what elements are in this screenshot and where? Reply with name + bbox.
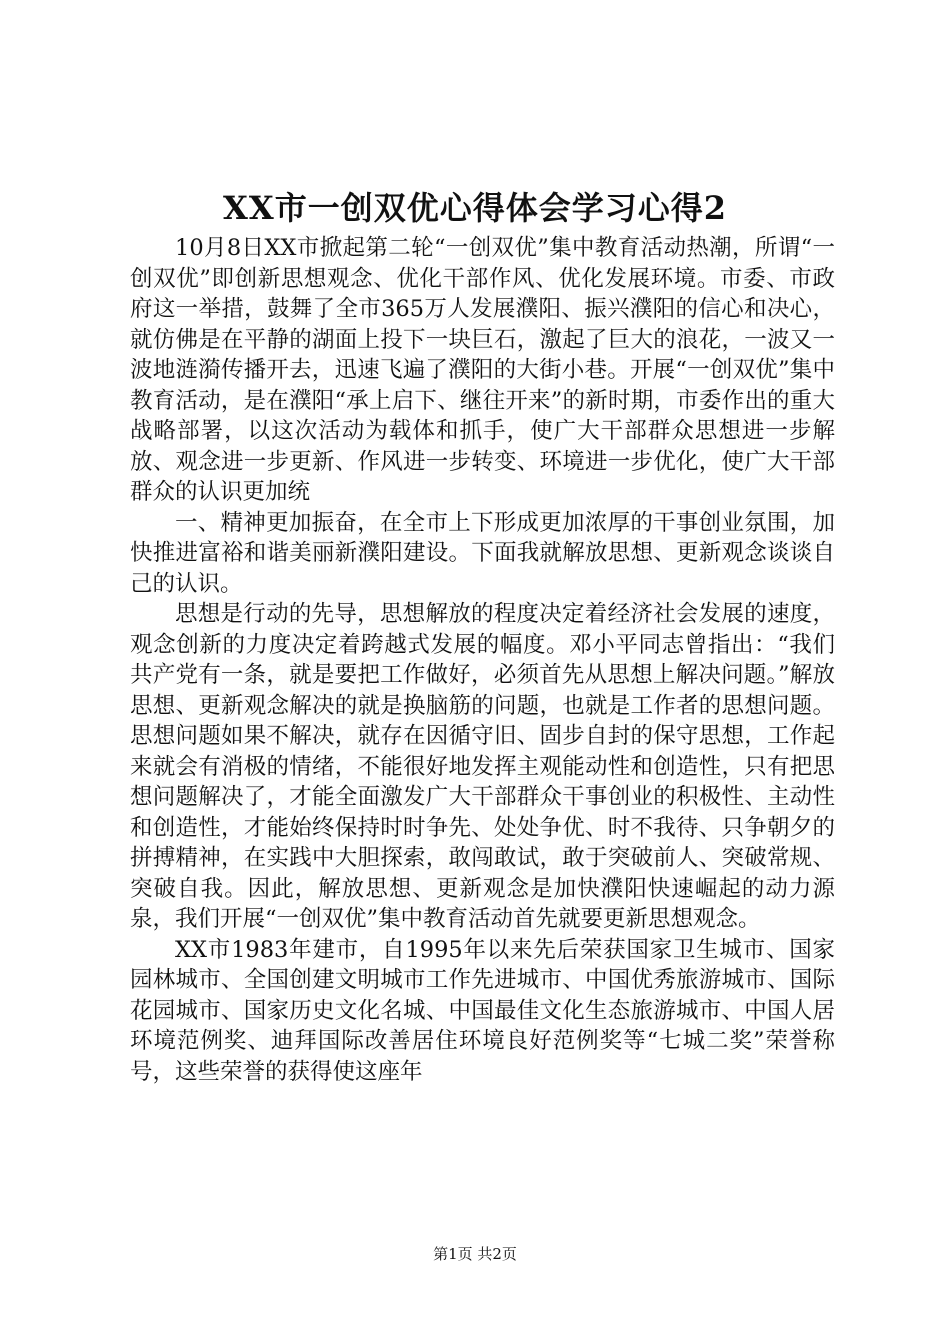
paragraph-3: 思想是行动的先导，思想解放的程度决定着经济社会发展的速度，观念创新的力度决定着跨越式发展的幅度。邓小平同志曾指出：“我们共产党有一条，就是要把工作做好，必须首先从思想上解决问题。”解放思想、更新观念解决的就是换脑筋的问题，也就是工作者的思想问题。思想问题如果不解决，就存在因循守旧、固步自封的保守思想，工作起来就会有消极的情绪，不能很好地发挥主观能动性和创造性，只有把思想问题解决了，才能全面激发广大干部群众干事创业的积极性、主动性和创造性，才能始终保持时时争先、处处争优、时不我待、只争朝夕的拼搏精神，在实践中大胆探索，敢闯敢试，敢于突破前人、突破常规、突破自我。因此，解放思想、更新观念是加快濮阳快速崛起的动力源泉，我们开展“一创双优”集中教育活动首先就要更新思想观念。 <box>130 601 835 932</box>
paragraph-4: XX市1983年建市，自1995年以来先后荣获国家卫生城市、国家园林城市、全国创建文明城市工作先进城市、中国优秀旅游城市、国际花园城市、国家历史文化名城、中国最佳文化生态旅游城市、中国人居环境范例奖、迪拜国际改善居住环境良好范例奖等“七城二奖”荣誉称号，这些荣誉的获得使这座年 <box>130 936 835 1085</box>
document-title: XX市一创双优心得体会学习心得2 <box>223 189 727 227</box>
paragraph-1: 10月8日XX市掀起第二轮“一创双优”集中教育活动热潮，所谓“一创双优”即创新思想观念、优化干部作风、优化发展环境。市委、市政府这一举措，鼓舞了全市365万人发展濮阳、振兴濮阳的信心和决心，就仿佛是在平静的湖面上投下一块巨石，激起了巨大的浪花，一波又一波地涟漪传播开去，迅速飞遍了濮阳的大街小巷。开展“一创双优”集中教育活动，是在濮阳“承上启下、继往开来”的新时期，市委作出的重大战略部署，以这次活动为载体和抓手，使广大干部群众思想进一步解放、观念进一步更新、作风进一步转变、环境进一步优化，使广大干部群众的认识更加统 <box>130 235 835 505</box>
document-body <box>130 233 835 1087</box>
paragraph-2: 一、精神更加振奋，在全市上下形成更加浓厚的干事创业氛围，加快推进富裕和谐美丽新濮阳建设。下面我就解放思想、更新观念谈谈自己的认识。 <box>130 509 835 597</box>
page-number-footer: 第1页 共2页 <box>433 1245 517 1263</box>
